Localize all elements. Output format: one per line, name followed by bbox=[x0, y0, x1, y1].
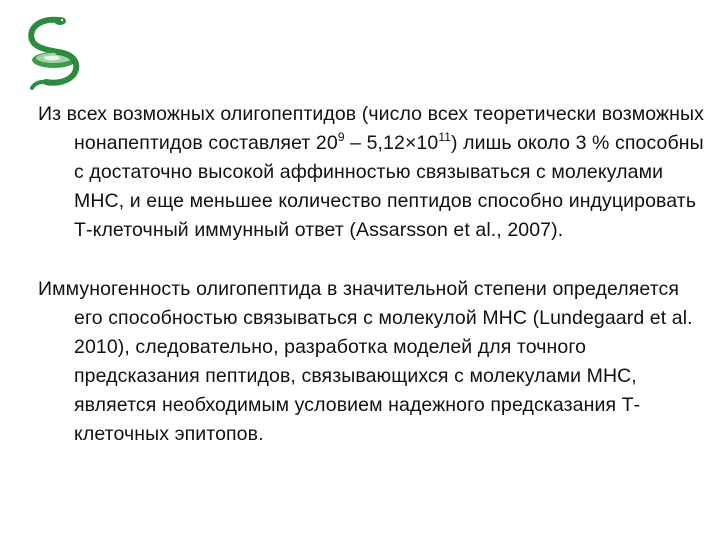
paragraph-1-text-b: – 5,12×10 bbox=[344, 132, 439, 154]
superscript-9: 9 bbox=[337, 130, 345, 144]
snake-emblem-graphic bbox=[18, 14, 90, 90]
paragraph-1 bbox=[38, 100, 708, 245]
paragraph-2: Иммуногенность олигопептида в значительной степени определяется его способностью связываться с молекулой MHC (Lundegaard et al. 2010), следовательно, разработка моделей для точного предсказания пептидов, связывающихся с молекулами MHC, является необходимым условием надежного предсказания Т-клеточных эпитопов. bbox=[38, 278, 693, 445]
superscript-11: 11 bbox=[438, 130, 451, 144]
paragraph-1-text-c: ) лишь около 3 % способны с достаточно высокой аффинностью связываться с молекулами MHC, и еще меньшее количество пептидов способно индуцировать Т-клеточный иммунный ответ (Assarsson et al., 2007). bbox=[74, 132, 704, 241]
snake-emblem-icon bbox=[18, 14, 90, 90]
paragraph-1-text-a: Из всех возможных олигопептидов (число всех теоретически возможных нонапептидов составляет 20 bbox=[38, 103, 705, 154]
slide-body bbox=[38, 100, 708, 449]
